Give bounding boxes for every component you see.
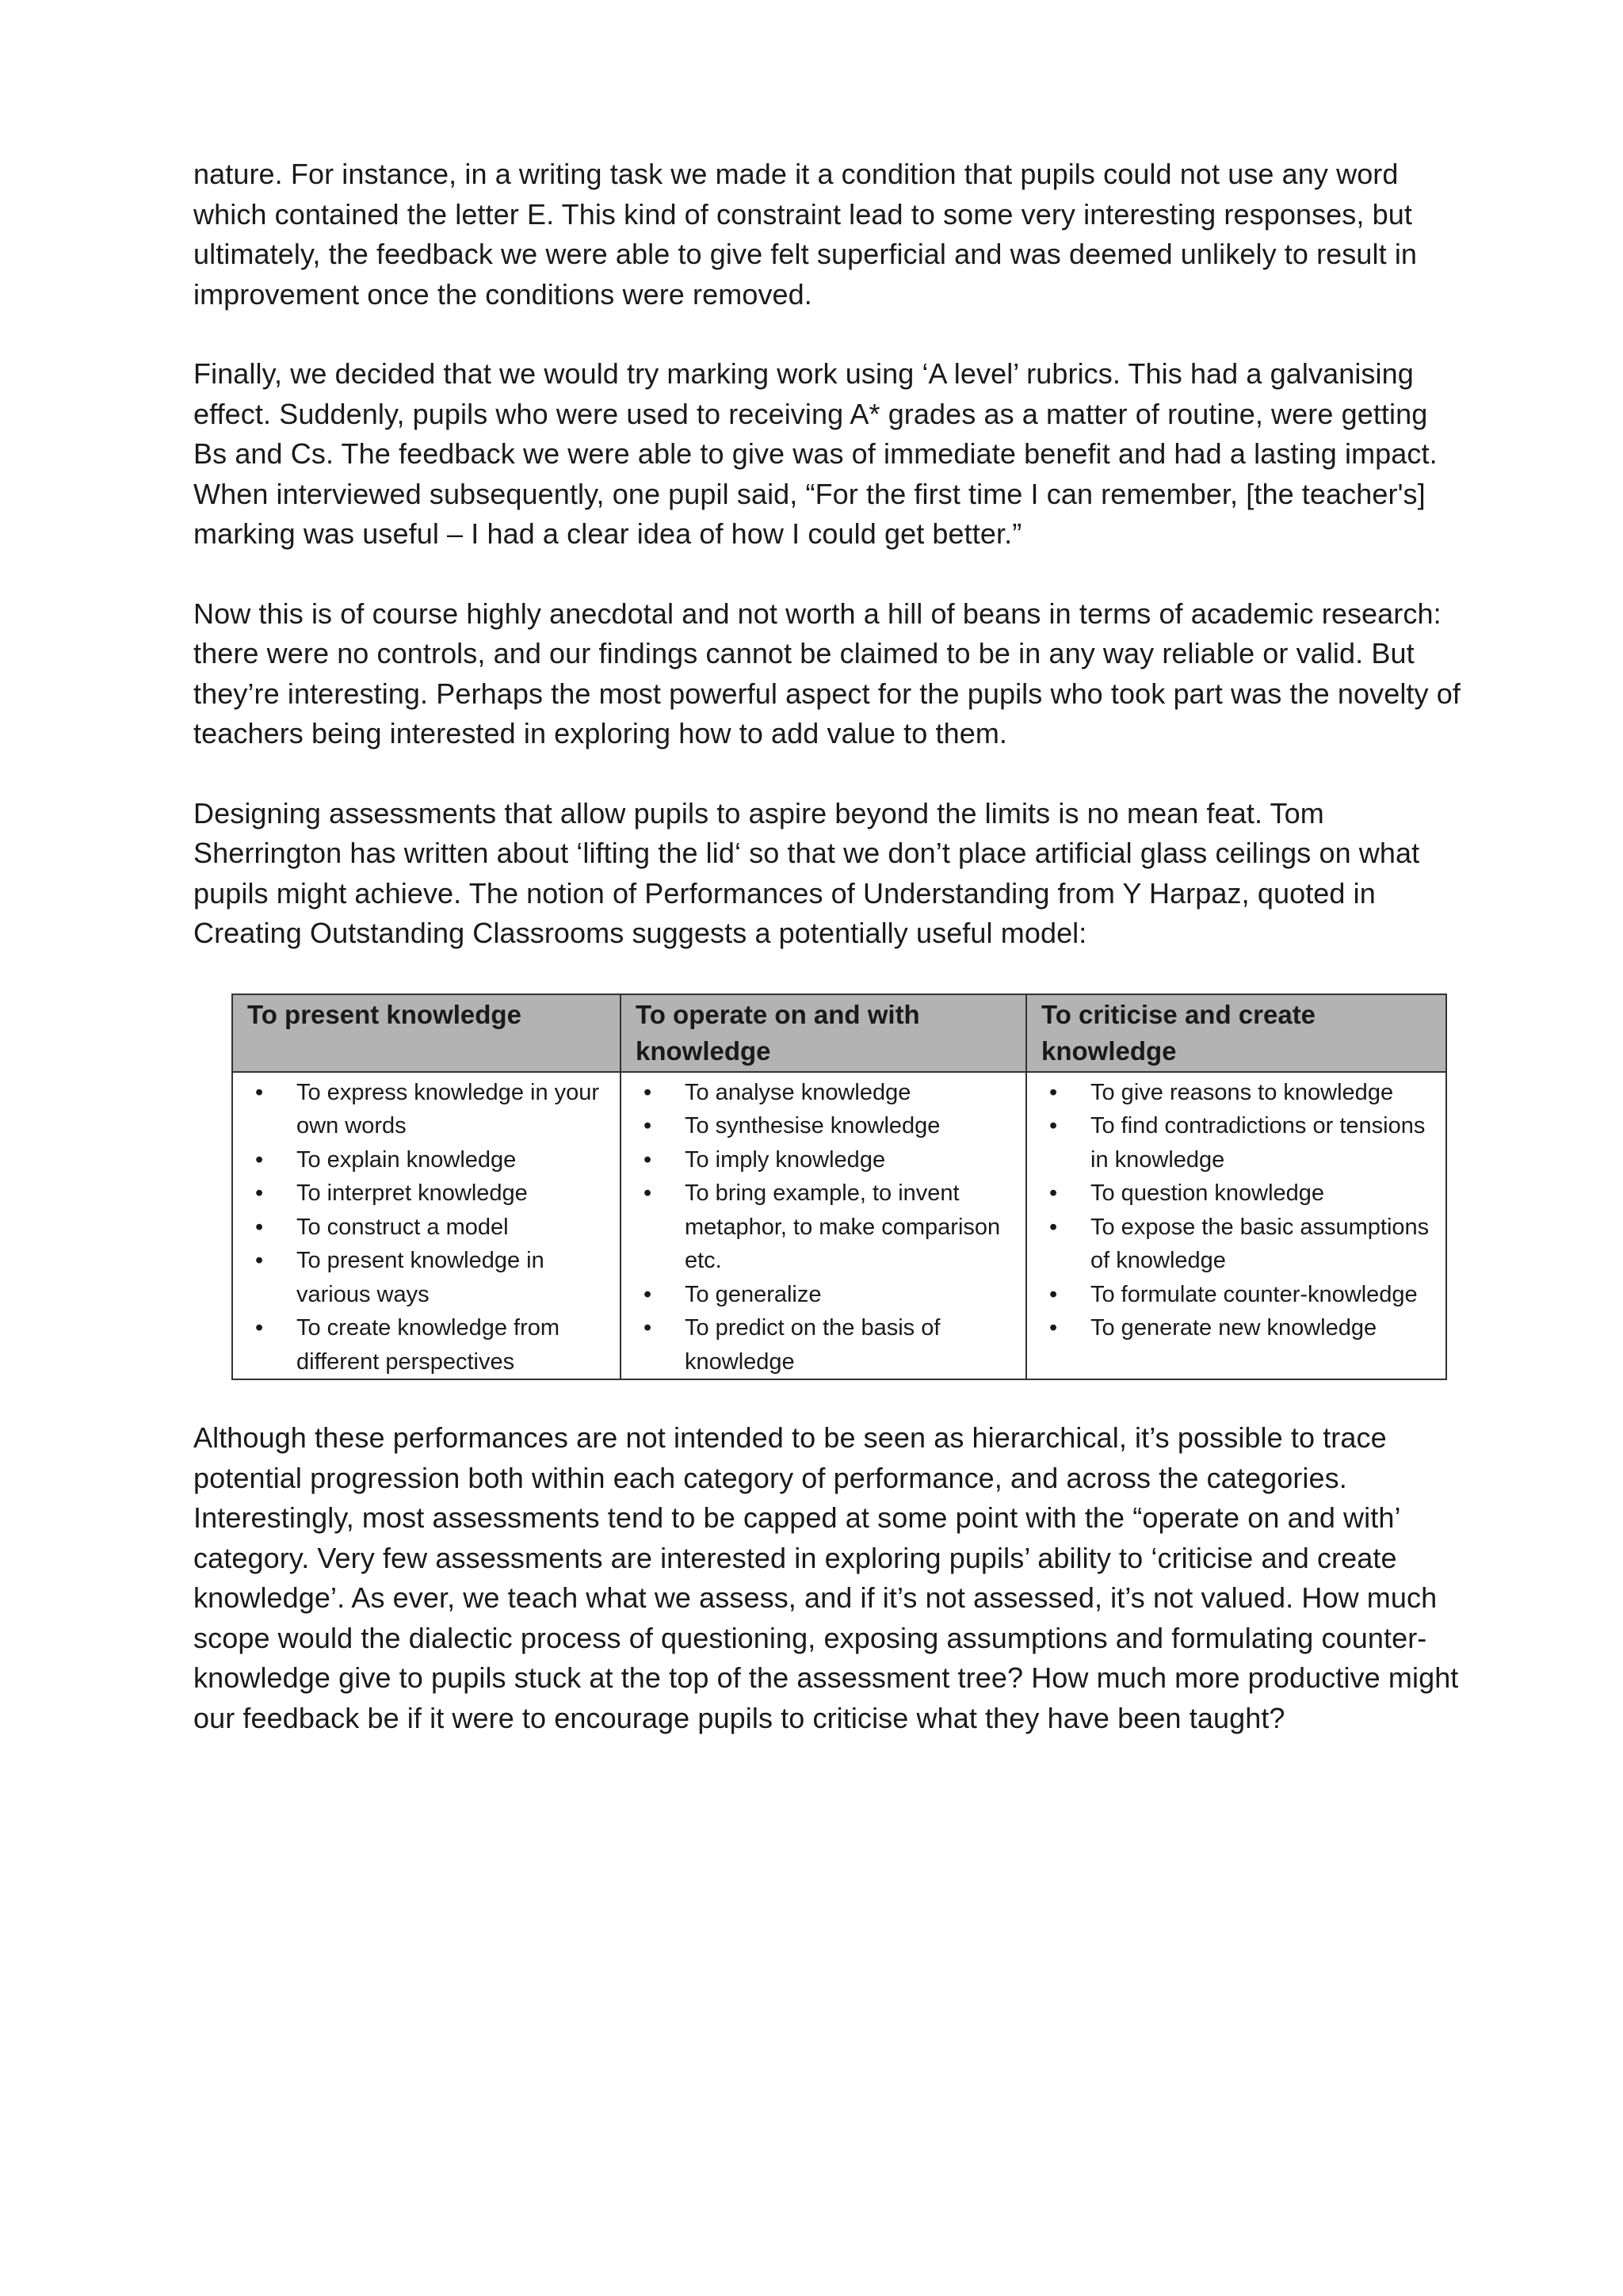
list-item: • To find contradictions or tensions in knowledge [1041,1109,1438,1177]
list-item: • To expose the basic assumptions of knowledge [1041,1211,1438,1278]
list-item: • To give reasons to knowledge [1041,1076,1438,1110]
list-item: • To construct a model [247,1211,612,1245]
table-body-row [232,1072,1446,1380]
table-header-row [232,994,1446,1072]
list-item: • To interpret knowledge [247,1177,612,1211]
list-item: • To analyse knowledge [636,1076,1018,1110]
paragraph-a-level-rubrics: Finally, we decided that we would try marking work using ‘A level’ rubrics. This had a galvanising effect. Suddenly, pupils who were used to receiving A* grades as a matter of routine, were getting Bs and Cs. The feedback we were able to give was of immediate benefit and had a lasting impact. When interviewed subsequently, one pupil said, “For the first time I can remember, [the teacher's] marking was useful – I had a clear idea of how I could get better.” [193,357,1438,550]
list-item: • To present knowledge in various ways [247,1244,612,1311]
paragraph-closing: Although these performances are not intended to be seen as hierarchical, it’s possible to trace potential progression both within each category of performance, and across the categories. Interestingly, most assessments tend to be capped at some point with the “operate on and with’ category. Very few assessments are interested in exploring pupils’ ability to ‘criticise and create knowledge’. As ever, we teach what we assess, and if it’s not assessed, it’s not valued. How much scope would the dialectic process of questioning, exposing assumptions and formulating counter-knowledge give to pupils stuck at the top of the assessment tree? How much more productive might our feedback be if it were to encourage pupils to criticise what they have been taught? [193,1421,1459,1734]
list-item: • To bring example, to invent metaphor, to make comparison etc. [636,1177,1018,1278]
list-item: • To express knowledge in your own words [247,1076,612,1143]
list-item: • To generalize [636,1278,1018,1312]
list-item: • To formulate counter-knowledge [1041,1278,1438,1312]
list-item: • To question knowledge [1041,1177,1438,1211]
list-item: • To explain knowledge [247,1143,612,1177]
header-criticise-create-knowledge: To criticise and create knowledge [1026,994,1446,1072]
list-operate-on-knowledge [636,1076,1018,1379]
list-item: • To predict on the basis of knowledge [636,1311,1018,1379]
performances-of-understanding-table [231,994,1447,1381]
list-item: • To synthesise knowledge [636,1109,1018,1143]
list-item: • To imply knowledge [636,1143,1018,1177]
paragraph-anecdotal: Now this is of course highly anecdotal and not worth a hill of beans in terms of academic research: there were no controls, and our findings cannot be claimed to be in any way reliable or valid. But they’re interesting. Perhaps the most powerful aspect for the pupils who took part was the novelty of teachers being interested in exploring how to add value to them. [193,597,1461,749]
header-operate-on-knowledge: To operate on and with knowledge [621,994,1026,1072]
cell-present-knowledge [232,1072,621,1380]
list-item: • To generate new knowledge [1041,1311,1438,1345]
paragraph-constraint: nature. For instance, in a writing task we made it a condition that pupils could not use any word which contained the letter E. This kind of constraint lead to some very interesting responses, but ultimately, the feedback we were able to give felt superficial and was deemed unlikely to result in improvement once the conditions were removed. [193,158,1418,311]
cell-criticise-create-knowledge [1026,1072,1446,1380]
list-criticise-create-knowledge [1041,1076,1438,1345]
cell-operate-on-knowledge [621,1072,1026,1380]
list-present-knowledge [247,1076,612,1379]
paragraph-designing-assessments: Designing assessments that allow pupils to aspire beyond the limits is no mean feat. Tom Sherrington has written about ‘lifting the lid‘ so that we don’t place artificial glass ceilings on what pupils might achieve. The notion of Performances of Understanding from Y Harpaz, quoted in Creating Outstanding Classrooms suggests a potentially useful model: [193,796,1420,949]
header-present-knowledge: To present knowledge [232,994,621,1072]
document-page [193,154,1461,1778]
list-item: • To create knowledge from different perspectives [247,1311,612,1379]
